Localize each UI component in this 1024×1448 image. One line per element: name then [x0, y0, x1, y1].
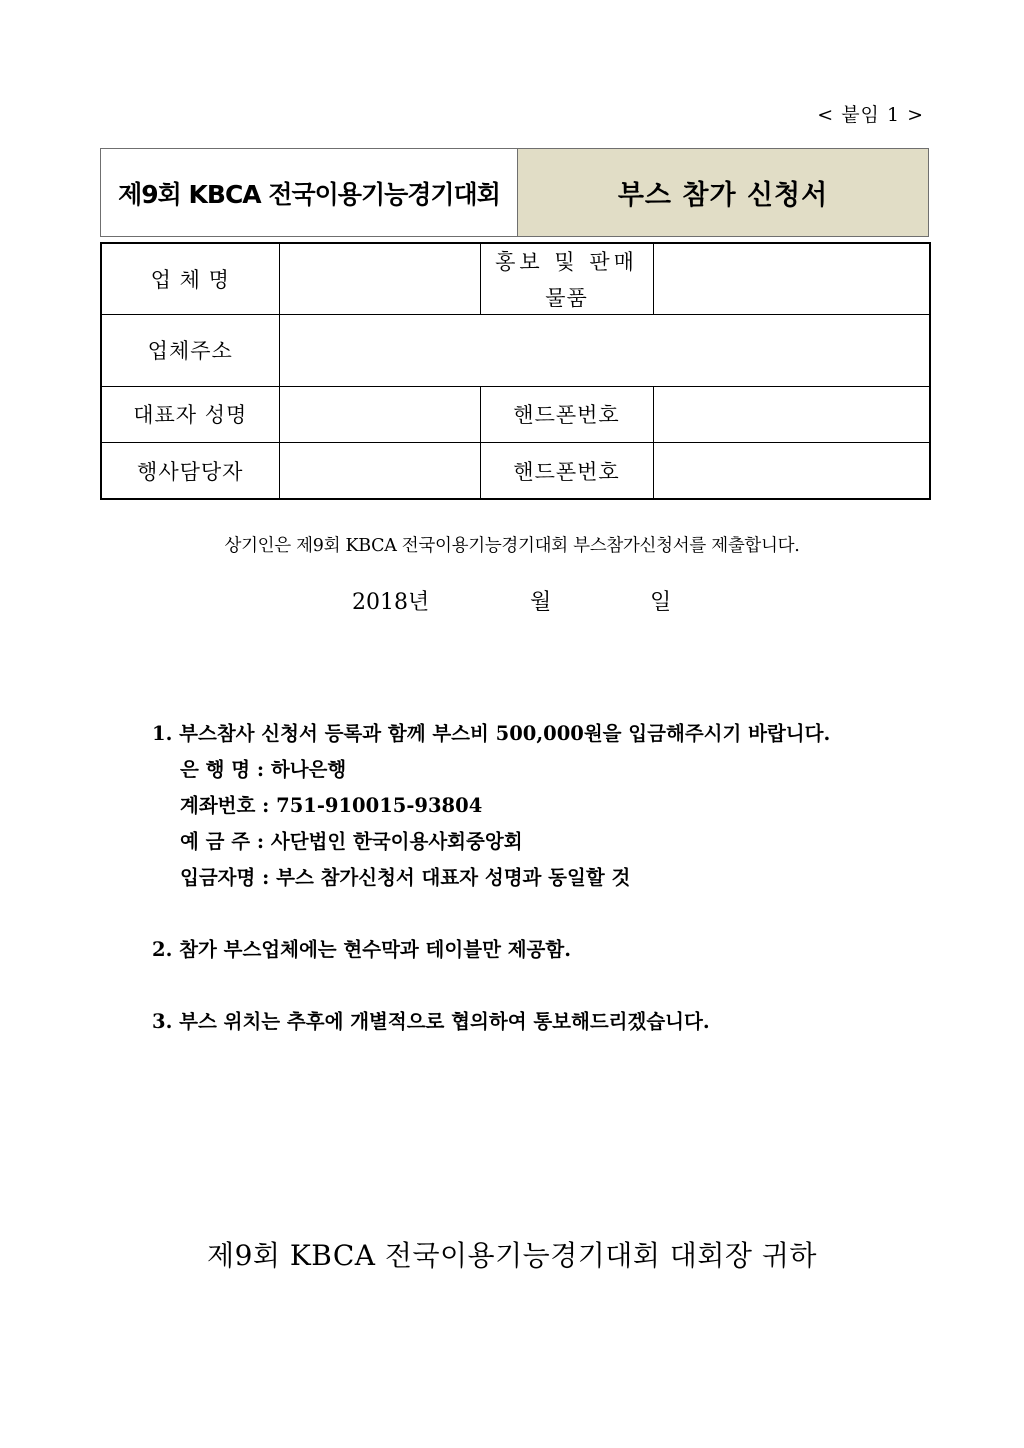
note-account-holder: 예 금 주 : 사단법인 한국이용사회중앙회	[180, 830, 523, 853]
company-address-label: 업체주소	[101, 315, 279, 387]
representative-phone-label: 핸드폰번호	[480, 386, 653, 442]
event-title: 제9회 KBCA 전국이용기능경기대회	[101, 149, 518, 236]
addressee: 제9회 KBCA 전국이용기능경기대회 대회장 귀하	[207, 1239, 817, 1272]
submission-statement: 상기인은 제9회 KBCA 전국이용기능경기대회 부스참가신청서를 제출합니다.	[224, 536, 800, 556]
table-row	[101, 315, 930, 387]
manager-phone-label: 핸드폰번호	[480, 443, 653, 499]
note-provided-items: 2. 참가 부스업체에는 현수막과 테이블만 제공함.	[152, 938, 571, 961]
date-year: 2018년	[352, 590, 430, 615]
company-address-field[interactable]	[279, 315, 930, 387]
date-day: 일	[650, 590, 672, 615]
note-payment: 1. 부스참사 신청서 등록과 함께 부스비 500,000원을 입금해주시기 바랍니다.	[152, 722, 831, 745]
note-depositor-name: 입금자명 : 부스 참가신청서 대표자 성명과 동일할 것	[180, 866, 631, 889]
event-manager-field[interactable]	[279, 443, 480, 499]
form-header	[100, 148, 929, 237]
company-name-field[interactable]	[279, 243, 480, 315]
representative-name-label: 대표자 성명	[101, 386, 279, 442]
promo-products-field[interactable]	[653, 243, 930, 315]
note-booth-location: 3. 부스 위치는 추후에 개별적으로 협의하여 통보해드리겠습니다.	[152, 1010, 710, 1033]
date-month: 월	[530, 590, 552, 615]
attachment-label: < 붙임 1 >	[817, 104, 924, 126]
company-name-label: 업 체 명	[101, 243, 279, 315]
representative-phone-field[interactable]	[653, 386, 930, 442]
table-row	[101, 386, 930, 442]
manager-phone-field[interactable]	[653, 443, 930, 499]
event-manager-label: 행사담당자	[101, 443, 279, 499]
promo-products-label	[480, 243, 653, 315]
representative-name-field[interactable]	[279, 386, 480, 442]
application-form-table	[100, 242, 931, 500]
table-row	[101, 243, 930, 315]
form-title: 부스 참가 신청서	[518, 149, 928, 236]
promo-label-line2: 물품	[545, 286, 588, 311]
note-bank-name: 은 행 명 : 하나은행	[180, 758, 347, 781]
note-account-number: 계좌번호 : 751-910015-93804	[180, 794, 483, 817]
table-row	[101, 443, 930, 499]
promo-label-line1: 홍보 및 판매	[495, 250, 638, 275]
